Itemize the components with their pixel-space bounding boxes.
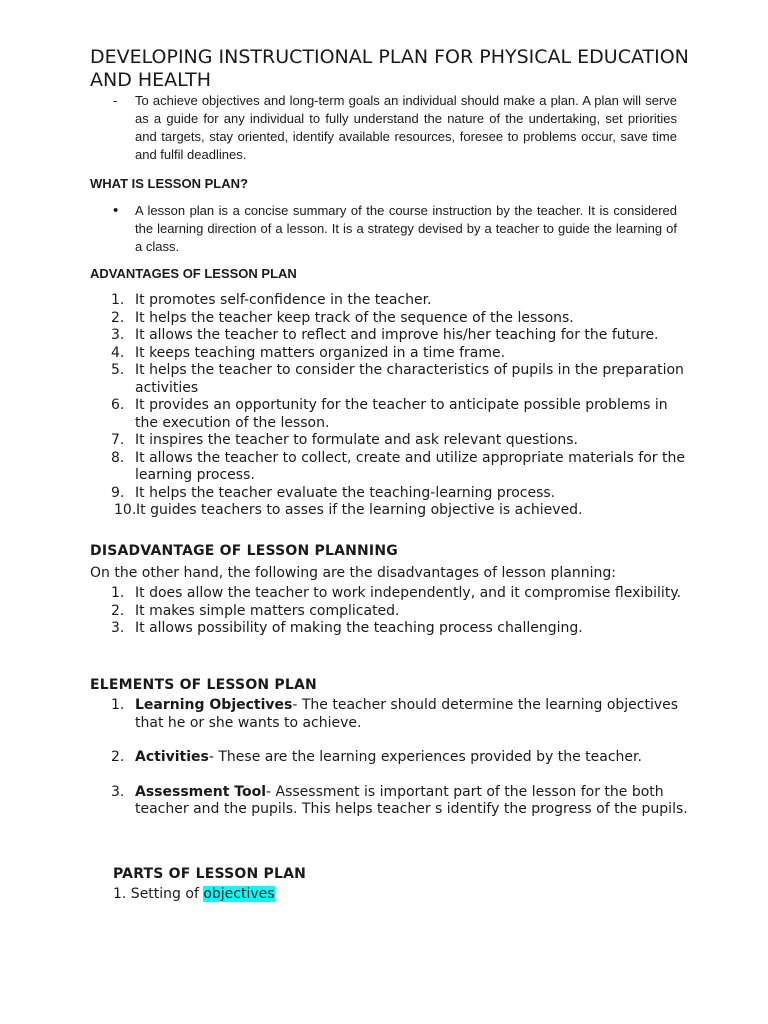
item-text: It does allow the teacher to work independently, and it compromise flexibility. xyxy=(135,585,682,601)
item-number: 3. xyxy=(111,783,125,800)
item-number: 6. xyxy=(111,397,125,413)
element-term: Activities xyxy=(135,749,209,765)
list-item xyxy=(90,784,690,819)
item-number: 3. xyxy=(111,620,125,636)
advantages-heading: ADVANTAGES OF LESSON PLAN xyxy=(90,266,297,281)
disadvantages-heading: DISADVANTAGE OF LESSON PLANNING xyxy=(90,543,398,559)
item-text: - Assessment is important part of the lesson for the both teacher and the pupils. This helps teacher s identify the progress of the pupils. xyxy=(135,783,688,817)
advantages-list xyxy=(90,292,690,520)
list-item xyxy=(90,292,690,310)
item-text: It makes simple matters complicated. xyxy=(135,602,400,619)
item-number: 7. xyxy=(111,432,125,448)
list-item xyxy=(90,749,690,767)
element-term: Assessment Tool xyxy=(135,783,267,800)
list-item xyxy=(90,397,690,432)
document-title: DEVELOPING INSTRUCTIONAL PLAN FOR PHYSICAL EDUCATION AND HEALTH xyxy=(90,46,689,91)
item-text: It keeps teaching matters organized in a time frame. xyxy=(135,344,506,361)
what-is-text: A lesson plan is a concise summary of the course instruction by the teacher. It is considered the learning direction of a lesson. It is a strategy devised by a teacher to guide the learning of a class. xyxy=(135,203,677,254)
disadvantages-intro: On the other hand, the following are the disadvantages of lesson planning: xyxy=(90,565,616,581)
item-text: It helps the teacher keep track of the sequence of the lessons. xyxy=(135,309,574,326)
item-number: 1. xyxy=(111,585,125,601)
elements-heading: ELEMENTS OF LESSON PLAN xyxy=(90,677,317,693)
list-item xyxy=(90,603,690,621)
item-number: 2. xyxy=(111,602,125,619)
list-item xyxy=(90,697,690,732)
intro-text: To achieve objectives and long-term goals an individual should make a plan. A plan will serve as a guide for any individual to fully understand the nature of the undertaking, set priorities and targets, stay oriented, identify available resources, foresee to problems occur, save time and fulfil deadlines. xyxy=(135,93,677,162)
parts-first-item xyxy=(113,886,275,902)
item-text: It allows the teacher to reflect and improve his/her teaching for the future. xyxy=(135,327,659,343)
element-term: Learning Objectives xyxy=(135,697,293,713)
item-number: 10. xyxy=(114,502,137,518)
bullet-marker: • xyxy=(113,202,119,219)
item-number: 1. xyxy=(111,697,125,713)
item-text: It helps the teacher to consider the characteristics of pupils in the preparation activities xyxy=(135,362,684,396)
item-text: It provides an opportunity for the teacher to anticipate possible problems in the execution of the lesson. xyxy=(135,397,668,431)
dash-marker: - xyxy=(113,93,118,108)
item-number: 4. xyxy=(111,344,125,361)
item-number: 2. xyxy=(111,309,125,326)
item-number: 2. xyxy=(111,749,125,765)
intro-paragraph xyxy=(113,92,677,164)
list-item xyxy=(90,362,690,397)
list-item xyxy=(90,485,690,503)
item-number: 9. xyxy=(111,484,125,501)
list-item xyxy=(90,345,690,363)
item-number: 1. xyxy=(111,292,125,308)
list-item xyxy=(90,585,690,603)
list-item xyxy=(90,327,690,345)
item-text: It promotes self-confidence in the teacher. xyxy=(135,292,432,308)
parts-heading: PARTS OF LESSON PLAN xyxy=(113,866,307,882)
item-number: 8. xyxy=(111,449,125,466)
item-number: 3. xyxy=(111,327,125,343)
item-number: 5. xyxy=(111,362,125,378)
what-is-bullet xyxy=(113,202,677,256)
item-text: 1. Setting of xyxy=(113,886,204,902)
list-item xyxy=(90,502,690,520)
list-item xyxy=(90,310,690,328)
item-text: - These are the learning experiences provided by the teacher. xyxy=(208,749,642,765)
list-item xyxy=(90,450,690,485)
item-text: It allows the teacher to collect, create and utilize appropriate materials for the learning process. xyxy=(135,449,685,483)
what-is-heading: WHAT IS LESSON PLAN? xyxy=(90,176,248,191)
list-item xyxy=(90,620,690,638)
item-text: It guides teachers to asses if the learning objective is achieved. xyxy=(136,502,583,518)
item-text: It allows possibility of making the teaching process challenging. xyxy=(135,620,583,636)
elements-list xyxy=(90,697,690,836)
item-text: It helps the teacher evaluate the teaching-learning process. xyxy=(135,484,556,501)
highlighted-word: objectives xyxy=(203,886,275,902)
item-text: - The teacher should determine the learning objectives that he or she wants to achieve. xyxy=(135,697,679,731)
list-item xyxy=(90,432,690,450)
item-text: It inspires the teacher to formulate and ask relevant questions. xyxy=(135,432,578,448)
disadvantages-list xyxy=(90,585,690,638)
